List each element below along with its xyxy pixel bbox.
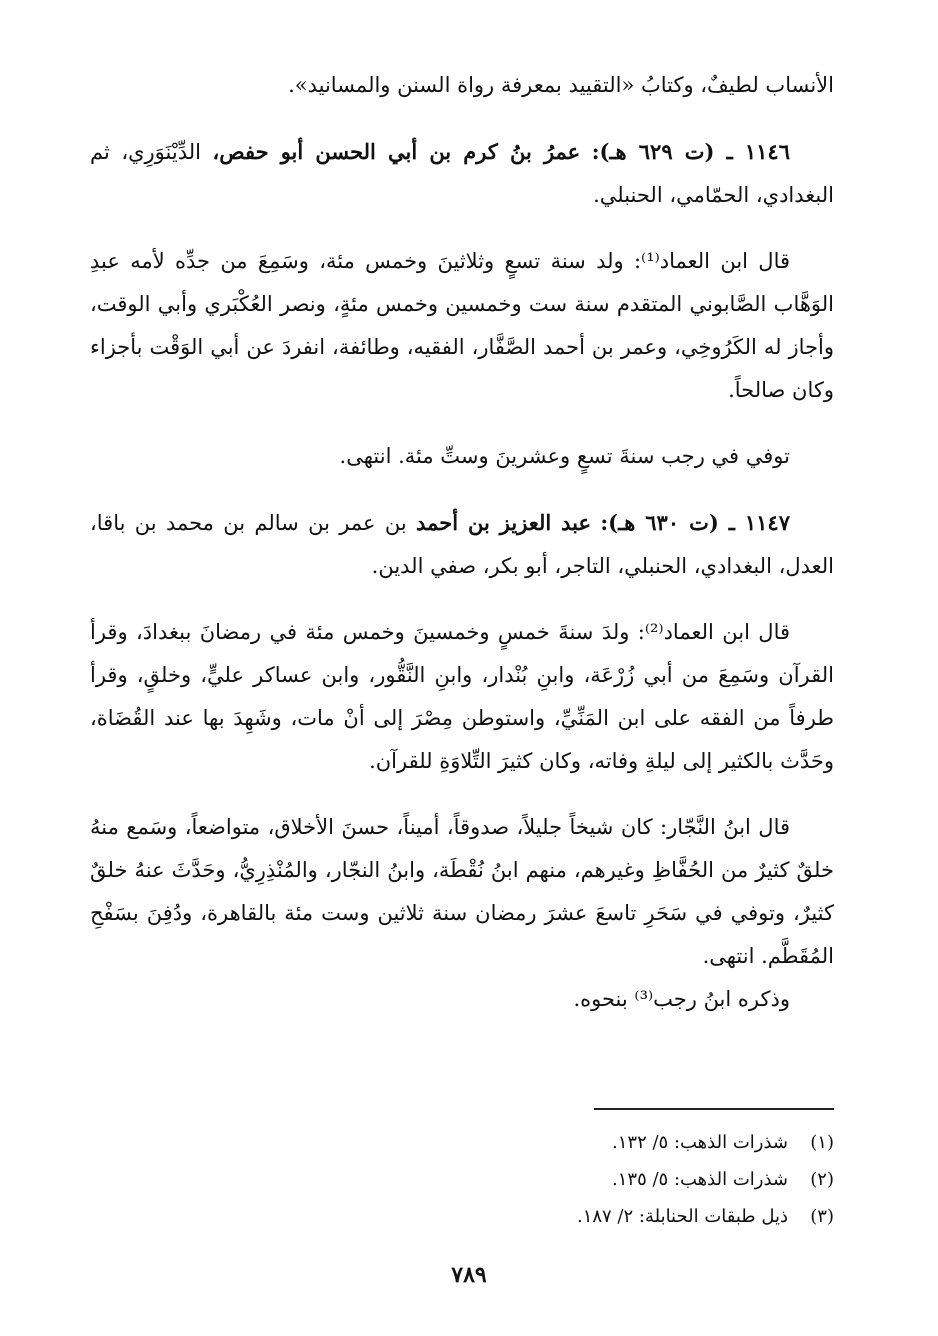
entry-1147-rest: بن عمر بن سالم بن محمد بن باقا، العدل، البغدادي، الحنبلي، التاجر، أبو بكر، صفي الدين.: [90, 511, 834, 578]
entry-1146-name: عمرُ بنُ كرم بن أبي الحسن أبو حفص،: [212, 139, 581, 164]
footnote-number: (٣): [810, 1206, 834, 1227]
footnote-number: (٢): [810, 1169, 834, 1190]
continuation-text: الأنساب لطيفٌ، وكتابُ «التقييد بمعرفة رواة السنن والمسانيد».: [288, 73, 834, 97]
entry-1147-number: ١١٤٧ ـ (ت ٦٣٠ هـ):: [600, 510, 790, 535]
entry-1146-paragraph-1: قال ابن العماد⁽¹⁾: ولد سنة تسعٍ وثلاثينَ وخمس مئة، وسَمِعَ من جدِّه لأمه عبدِ الوَهَّاب الصَّابوني المتقدم سنة ست وخمسين وخمس مئةٍ، ونصر العُكْبَري وأبي الوقت، وأجاز له الكَرُوخِي، وعمر بن أحمد الصَّفَّار، الفقيه، وطائفة، انفردَ عن أبي الوَقْت بأجزاء وكان صالحاً.: [90, 249, 834, 402]
footnote-text: شذرات الذهب: ٥/ ١٣٢.: [612, 1132, 788, 1153]
entry-1147-heading: [90, 501, 834, 588]
entry-1147-paragraph-2: قال ابنُ النَّجّار: كان شيخاً جليلاً، صدوقاً، أميناً، حسنَ الأخلاق، متواضعاً، وسَمع منهُ خلقٌ كثيرٌ من الحُفَّاظِ وغيرهم، منهم ابنُ نُقْطَة، وابنُ النجّار، والمُنْذِرِيُّ، وحَدَّثَ عنهُ خلقٌ كثيرٌ، وتوفي في سَحَرِ تاسعَ عشرَ رمضان سنة ثلاثين وست مئة بالقاهرة، ودُفِنَ بسَفْحِ المُقَطَّم. انتهى.: [90, 815, 834, 968]
entry-1146-heading: [90, 130, 834, 217]
page-body: [90, 64, 834, 1021]
entry-1147-paragraph-3: وذكره ابنُ رجب⁽³⁾ بنحوه.: [573, 987, 790, 1011]
footnote-item: [90, 1161, 834, 1198]
footnote-text: شذرات الذهب: ٥/ ١٣٥.: [612, 1169, 788, 1190]
footnote-text: ذيل طبقات الحنابلة: ٢/ ١٨٧.: [576, 1206, 788, 1227]
footnote-number: (١): [810, 1132, 834, 1153]
footnote-divider: [594, 1108, 834, 1110]
footnotes: [90, 1108, 834, 1235]
entry-1146-number: ١١٤٦ ـ (ت ٦٢٩ هـ):: [591, 139, 790, 164]
page-number: ٧٨٩: [451, 1262, 487, 1288]
entry-1146-paragraph-2: توفي في رجب سنةَ تسعٍ وعشرينَ وستِّ مئة. انتهى.: [339, 444, 790, 468]
footnote-item: [90, 1198, 834, 1235]
footnote-item: [90, 1124, 834, 1161]
entry-1147-name: عبد العزيز بن أحمد: [416, 510, 592, 535]
entry-1147-paragraph-1: قال ابن العماد⁽²⁾: ولدَ سنةَ خمسٍ وخمسينَ وخمس مئة في رمضانَ ببغدادَ، وقرأ القرآن وسَمِعَ من أبي زُرْعَة، وابنِ بُنْدار، وابنِ النَّقُّور، وابن عساكر عليٍّ، وخلقٍ، وقرأ طرفاً من الفقه على ابن المَنِّيِّ، واستوطن مِصْرَ إلى أنْ مات، وشَهِدَ بها عند القُضَاة، وحَدَّث بالكثير إلى ليلةِ وفاته، وكان كثيرَ التِّلاوَةِ للقرآن.: [90, 620, 834, 773]
entry-1146-rest: الدِّيْنَوَرِي، ثم البغدادي، الحمّامي، الحنبلي.: [90, 140, 834, 207]
